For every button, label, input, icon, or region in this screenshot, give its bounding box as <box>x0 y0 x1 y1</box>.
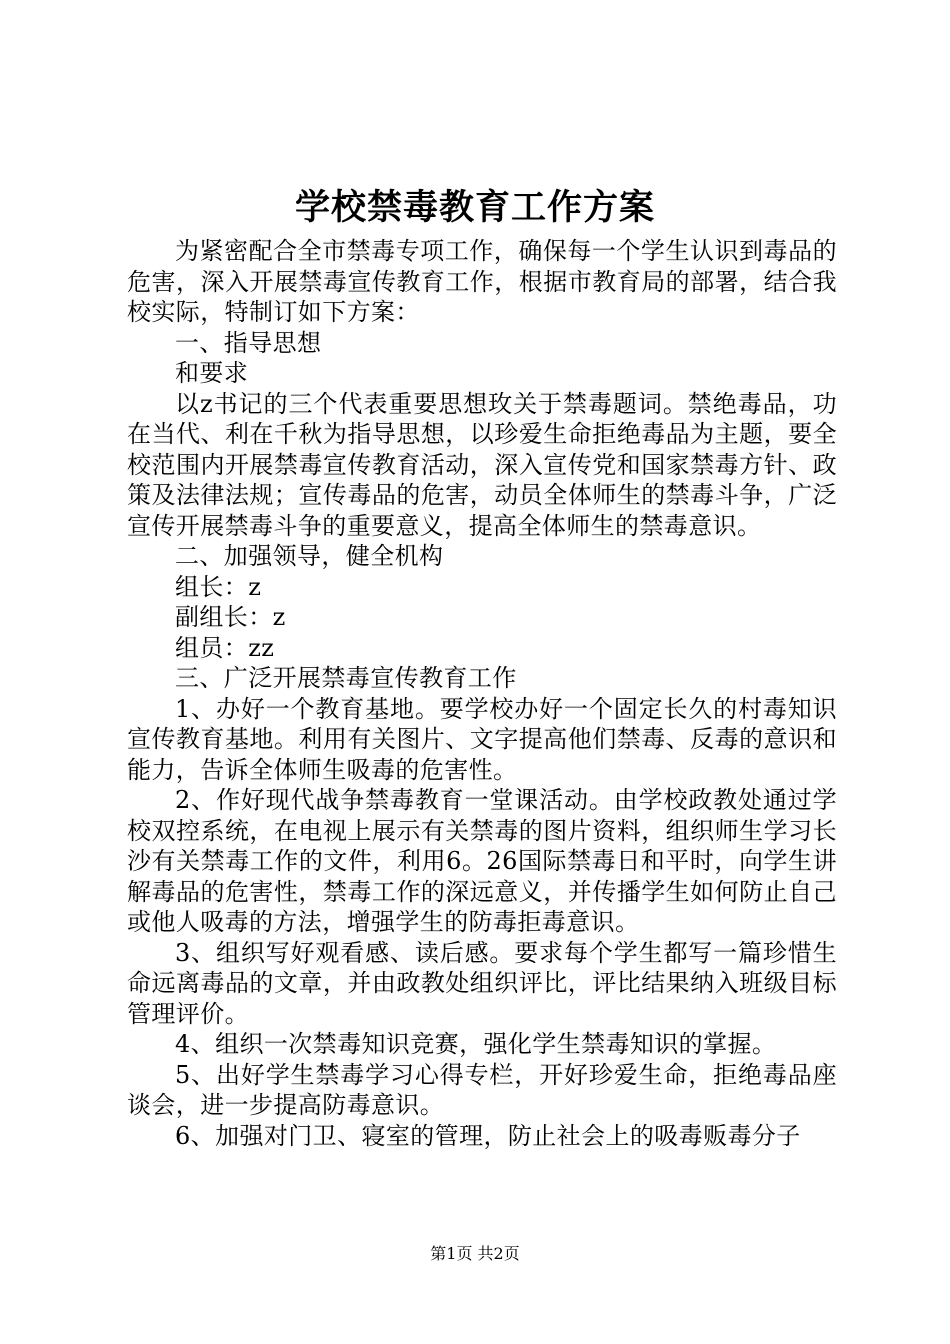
page-number: 第1页 共2页 <box>430 1244 520 1263</box>
section-heading: 一、指导思想 <box>175 328 322 357</box>
paragraph: 3、组织写好观看感、读后感。要求每个学生都写一篇珍惜生命远离毒品的文章，并由政教处组织评比，评比结果纳入班级目标管理评价。 <box>127 938 837 1028</box>
section-heading: 三、广泛开展禁毒宣传教育工作 <box>175 664 517 692</box>
paragraph: 组员：zz <box>175 633 275 662</box>
paragraph: 2、作好现代战争禁毒教育一堂课活动。由学校政教处通过学校双控系统，在电视上展示有关禁毒的图片资料，组织师生学习长沙有关禁毒工作的文件，利用6。26国际禁毒日和平时，向学生讲解毒品的危害性，禁毒工作的深远意义，并传播学生如何防止自己或他人吸毒的方法，增强学生的防毒拒毒意识。 <box>127 786 837 936</box>
section-heading: 和要求 <box>175 359 249 387</box>
paragraph: 组长：z <box>175 572 262 601</box>
paragraph: 副组长：z <box>175 603 286 631</box>
paragraph: 以z书记的三个代表重要思想玫关于禁毒题词。禁绝毒品，功在当代、利在千秋为指导思想，以珍爱生命拒绝毒品为主题，要全校范围内开展禁毒宣传教育活动，深入宣传党和国家禁毒方针、政策及法律法规；宣传毒品的危害，动员全体师生的禁毒斗争，广泛宣传开展禁毒斗争的重要意义，提高全体师生的禁毒意识。 <box>127 389 837 540</box>
paragraph: 为紧密配合全市禁毒专项工作，确保每一个学生认识到毒品的危害，深入开展禁毒宣传教育工作，根据市教育局的部署，结合我校实际，特制订如下方案： <box>127 237 837 326</box>
paragraph: 6、加强对门卫、寝室的管理，防止社会上的吸毒贩毒分子 <box>175 1121 801 1150</box>
paragraph: 1、办好一个教育基地。要学校办好一个固定长久的村毒知识宣传教育基地。利用有关图片、文字提高他们禁毒、反毒的意识和能力，告诉全体师生吸毒的危害性。 <box>127 694 837 784</box>
section-heading: 二、加强领导，健全机构 <box>175 542 444 570</box>
document-body <box>127 236 837 1151</box>
document-title: 学校禁毒教育工作方案 <box>294 187 655 228</box>
paragraph: 4、组织一次禁毒知识竞赛，强化学生禁毒知识的掌握。 <box>175 1030 777 1058</box>
paragraph: 5、出好学生禁毒学习心得专栏，开好珍爱生命，拒绝毒品座谈会，进一步提高防毒意识。 <box>127 1060 837 1119</box>
